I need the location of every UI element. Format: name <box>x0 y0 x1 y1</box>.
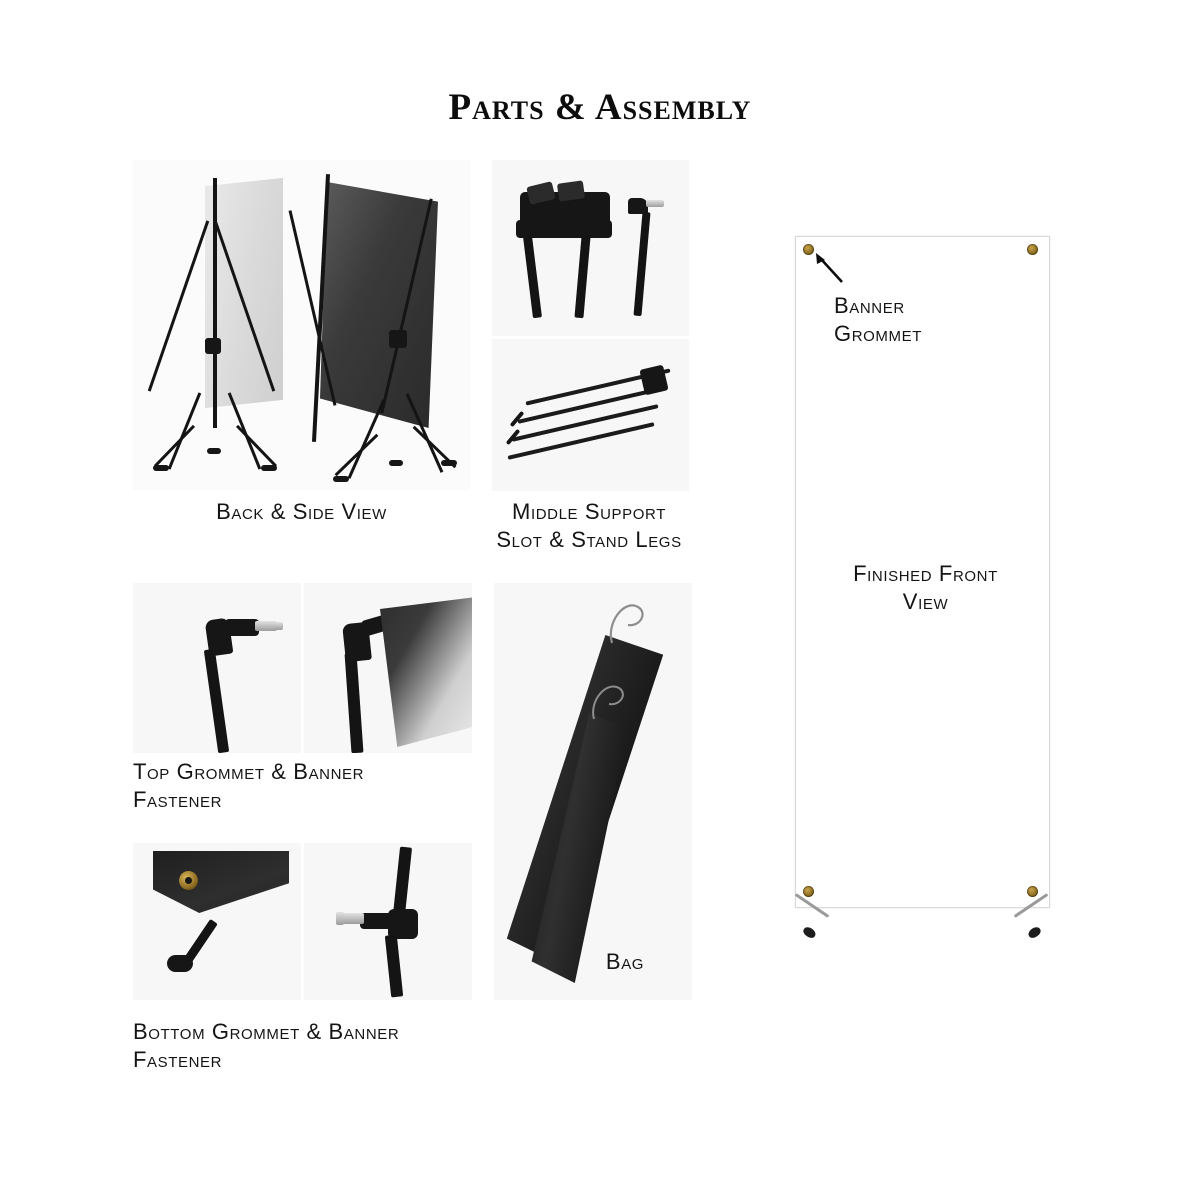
caption-line-2: Grommet <box>834 320 922 346</box>
caption-line-1: Banner <box>834 293 905 318</box>
hook-rod <box>633 212 650 316</box>
stand-leg-rod-2 <box>511 404 658 442</box>
panel-stand-legs <box>492 339 689 491</box>
banner-grommet-hole <box>185 877 192 884</box>
caption-line-1: Bottom Grommet & Banner <box>133 1019 400 1044</box>
caption-middle-support-slot <box>470 498 708 553</box>
center-pole-a <box>213 178 217 428</box>
support-hub-clip-2 <box>557 180 585 201</box>
foot-a-1 <box>153 465 169 471</box>
panel-back-and-side-view <box>133 160 470 490</box>
caption-line-1: Middle Support <box>512 499 666 524</box>
caption-finished-front-view <box>828 560 1023 615</box>
hook-rod-screw <box>646 200 664 207</box>
caption-line-1: Finished Front <box>853 561 998 586</box>
bottom-fastener-screw <box>342 913 364 924</box>
support-pole-left <box>523 236 542 318</box>
stand-leg-rod-3 <box>517 386 664 424</box>
top-pole <box>204 649 229 753</box>
banner-bottom-corner <box>153 851 289 913</box>
caption-line-2: Slot & Stand Legs <box>496 526 682 552</box>
caption-bottom-grommet-fastener <box>133 1018 493 1073</box>
leg-a-3 <box>154 425 195 467</box>
panel-carry-bag <box>494 583 692 1000</box>
top-fastener-screw-tip <box>275 622 283 630</box>
banner-grommet-bottom-left <box>803 886 814 897</box>
banner-grommet-bottom-right <box>1027 886 1038 897</box>
leg-a-1 <box>168 392 201 469</box>
caption-line-2: Fastener <box>133 1046 223 1072</box>
bottom-fastener-body <box>360 913 394 929</box>
banner-grommet-top-right <box>1027 244 1038 255</box>
caption-line-2: Fastener <box>133 786 223 812</box>
support-pole-right <box>574 236 590 318</box>
fastener-pole <box>345 653 364 753</box>
foot-b-1 <box>333 476 349 482</box>
page-title: Parts & Assembly <box>448 87 752 128</box>
rubber-foot-tip <box>167 955 193 972</box>
hook-rod-elbow <box>628 198 648 214</box>
panel-bottom-banner-fastener <box>304 843 472 1000</box>
foot-a-3 <box>207 448 221 454</box>
middle-hub-b <box>389 330 407 348</box>
foot-b-3 <box>389 460 403 466</box>
caption-bag: Bag <box>605 949 645 974</box>
caption-banner-grommet <box>834 292 984 347</box>
panel-bottom-grommet <box>133 843 301 1000</box>
caption-line-1: Top Grommet & Banner <box>133 759 365 784</box>
caption-line-2: View <box>902 588 949 614</box>
bottom-pole-lower <box>385 935 403 998</box>
grommet-annotation-arrow <box>812 252 846 286</box>
caption-top-grommet-fastener <box>133 758 483 813</box>
bottom-fastener-screw-head <box>336 912 344 925</box>
panel-top-banner-fastener <box>304 583 472 753</box>
stand-foot-left-cap <box>802 925 818 940</box>
foot-b-2 <box>441 460 457 466</box>
bag-drawstring-loop-1 <box>602 597 652 645</box>
top-fastener-body <box>225 619 259 636</box>
bag-drawstring-loop-2 <box>586 679 630 721</box>
banner-dark <box>320 182 438 428</box>
caption-back-and-side-view: Back & Side View <box>216 499 387 524</box>
top-fastener-screw <box>255 621 277 631</box>
stand-foot-right-cap <box>1027 925 1043 940</box>
stand-leg-rod-1 <box>507 422 654 460</box>
leg-b-3 <box>335 434 379 476</box>
middle-hub-a <box>205 338 221 354</box>
cross-rod-a-left <box>148 220 209 391</box>
banner-corner <box>380 597 472 747</box>
panel-top-grommet <box>133 583 301 753</box>
panel-middle-support-slot <box>492 160 689 336</box>
foot-a-2 <box>261 465 277 471</box>
